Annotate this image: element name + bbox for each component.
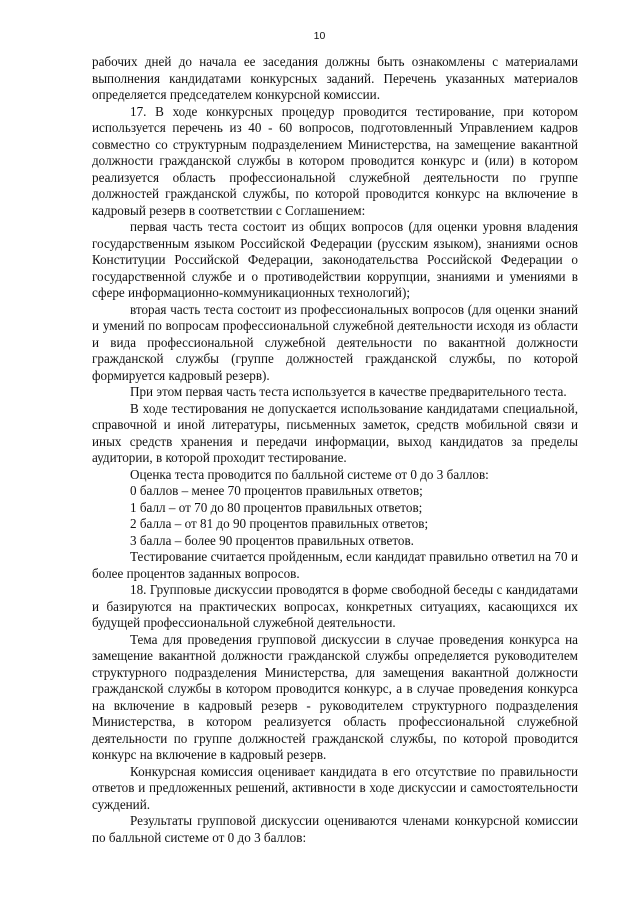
- paragraph: 18. Групповые дискуссии проводятся в форме свободной беседы с кандидатами и базируются на практических вопросах, конкретных ситуациях, касающихся их будущей профессиональной служебной деятельности.: [92, 582, 578, 630]
- paragraph: 2 балла – от 81 до 90 процентов правильных ответов;: [130, 516, 429, 531]
- paragraph: Тестирование считается пройденным, если кандидат правильно ответил на 70 и более процентов заданных вопросов.: [92, 549, 578, 581]
- paragraph: Конкурсная комиссия оценивает кандидата в его отсутствие по правильности ответов и предложенных решений, активности в ходе дискуссии и самостоятельности суждений.: [92, 763, 578, 812]
- paragraph: 0 баллов – менее 70 процентов правильных ответов;: [130, 483, 423, 498]
- paragraph: 1 балл – от 70 до 80 процентов правильных ответов;: [130, 499, 423, 515]
- paragraph: 3 балла – более 90 процентов правильных ответов.: [130, 532, 414, 548]
- paragraph: рабочих дней до начала ее заседания должны быть ознакомлены с материалами выполнения кандидатами конкурсных заданий. Перечень указанных материалов определяется председателем конкурсной комиссии.: [92, 54, 578, 102]
- paragraph: Оценка теста проводится по балльной системе от 0 до 3 баллов:: [130, 466, 489, 482]
- paragraph: Тема для проведения групповой дискуссии в случае проведения конкурса на замещение вакантной должности гражданской службы определяется руководителем структурного подразделения Министерства, для замещения вакантной должности гражданской службы в котором проводится конкурс, а в случае проведения конкурса на включение в кадровый резерв - руководителем структурного подразделения Министерства, в котором реализуется область профессиональной служебной деятельности по группе должностей гражданской службы, по которой проводится конкурс на включение в кадровый резерв.: [92, 631, 578, 762]
- paragraph: вторая часть теста состоит из профессиональных вопросов (для оценки знаний и умений по вопросам профессиональной служебной деятельности исходя из области и вида профессиональной служебной деятельности по вакантной должности гражданской службы (группе должностей гражданской службы, по которой формируется кадровый резерв).: [92, 301, 578, 383]
- page-number: 10: [313, 30, 326, 42]
- paragraph: 17. В ходе конкурсных процедур проводится тестирование, при котором используется перечень из 40 - 60 вопросов, подготовленный Управлением кадров совместно со структурным подразделением Министерства, на замещение вакантной должности гражданской службы в котором проводится конкурс и (или) в котором реализуется область профессиональной служебной деятельности по группе должностей гражданской службы, по которой проводится конкурс на включение в кадровый резерв в соответствии с Соглашением:: [92, 103, 578, 218]
- paragraph: В ходе тестирования не допускается использование кандидатами специальной, справочной и иной литературы, письменных заметок, средств мобильной связи и иных средств хранения и передачи информации, выход кандидатов за пределы аудитории, в которой проходит тестирование.: [92, 400, 578, 465]
- paragraph: Результаты групповой дискуссии оцениваются членами конкурсной комиссии по балльной системе от 0 до 3 баллов:: [92, 813, 578, 845]
- paragraph: первая часть теста состоит из общих вопросов (для оценки уровня владения государственным языком Российской Федерации (русским языком), знаниями основ Конституции Российской Федерации, законодательства Российской Федерации о государственной службе и о противодействии коррупции, знаниями и умениями в сфере информационно-коммуникационных технологий);: [92, 219, 578, 300]
- document-body: [92, 54, 578, 846]
- paragraph: При этом первая часть теста используется в качестве предварительного теста.: [130, 384, 567, 399]
